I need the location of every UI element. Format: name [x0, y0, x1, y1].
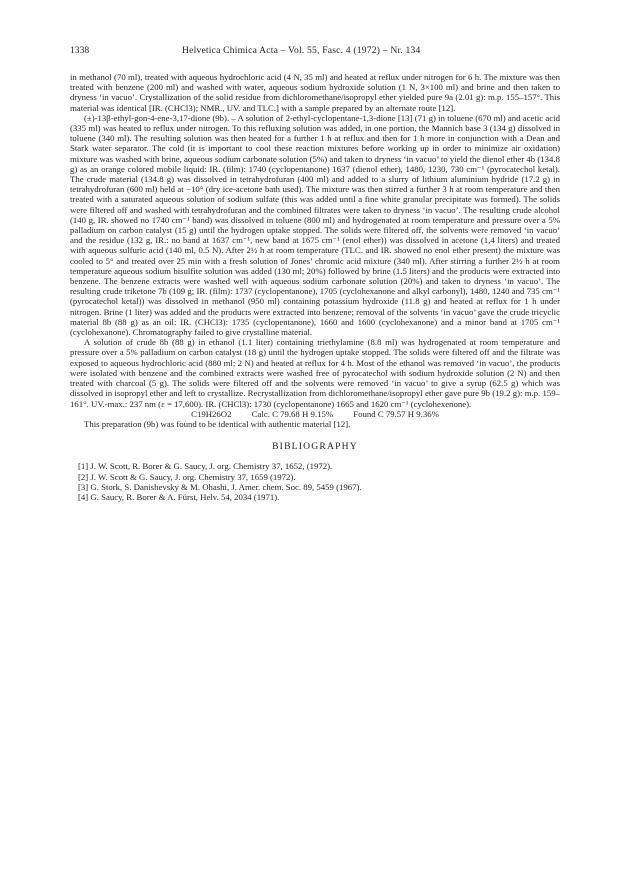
page-number: 1338: [70, 45, 90, 56]
bibliography-heading: BIBLIOGRAPHY: [272, 441, 358, 453]
reference-item: [2] J. W. Scott & G. Saucy, J. org. Chemistry 37, 1659 (1972).: [78, 471, 296, 482]
calc-values: Calc. C 79.68 H 9.15%: [251, 408, 334, 419]
molecular-formula: C19H26O2: [191, 408, 232, 419]
reference-list: [70, 461, 560, 502]
reference-item: [4] G. Saucy, R. Borer & A. Fürst, Helv. 54, 2034 (1971).: [78, 491, 280, 502]
found-values: Found C 79.57 H 9.36%: [353, 408, 439, 419]
journal-running-title: Helvetica Chimica Acta – Vol. 55, Fasc. 4 (1972) – Nr. 134: [182, 45, 421, 56]
paragraph-continued: in methanol (70 ml), treated with aqueous hydrochloric acid (4 N, 35 ml) and heated at reflux under nitrogen for 6 h. The mixture was then treated with benzene (200 ml) and washed with water, aqueous sodium hydroxide solution (1 N, 3×100 ml) and brine and then taken to dryness ‘in vacuo’. Crystallization of the solid residue from dichloromethane/isopropyl ether yielded pure 9a (2.01 g): m.p. 155–157°. This material was identical [IR. (CHCl3); NMR., UV. and TLC.] with a sample prepared by an alternate route [12].: [70, 72, 560, 113]
reference-item: [3] G. Stork, S. Danishevsky & M. Ohashi, J. Amer. chem. Soc. 89, 5459 (1967).: [78, 481, 362, 492]
running-header: [70, 45, 560, 59]
paragraph-8b-hydrogenation: A solution of crude 8b (88 g) in ethanol (1.1 liter) containing triethylamine (8.8 ml) was hydrogenated at room temperature and pressure over a 5% palladium on carbon catalyst (18 g) until the hydrogen uptake stopped. The solids were filtered off and the filtrate was exposed to aqueous hydrochloric acid (880 ml; 2 N) and heated at reflux for 4 h. Most of the ethanol was removed ‘in vacuo’, the products were isolated with benzene and the combined extracts were washed free of pyrocatechol with sodium hydroxide solution (2 N) and then treated with charcoal (5 g). The solids were filtered off and the solvents were removed ‘in vacuo’ to give a syrup (62.5 g) which was dissolved in isopropyl ether and left to crystallize. Recrystallization from dichloromethane/isopropyl ether gave pure 9b (19.2 g): m.p. 159–161°. UV.-max.: 237 nm (ε = 17,600). IR. (CHCl3): 1730 (cyclopentanone) 1665 and 1620 cm⁻¹ (cyclohexenone).: [70, 337, 560, 409]
closing-remark: This preparation (9b) was found to be identical with authentic material [12].: [84, 418, 351, 429]
elemental-analysis: [70, 409, 560, 419]
paragraph-9b-synthesis: (±)-13β-ethyl-gon-4-ene-3,17-dione (9b). – A solution of 2-ethyl-cyclopentane-1,3-dione [13] (71 g) in toluene (670 ml) and acetic acid (335 ml) was heated to reflux under nitrogen. To this refluxing solution was added, in one portion, the Mannich base 3 (134 g) dissolved in toluene (340 ml). The resulting solution was then heated for a further 1 h at reflux and then for 1 h more in conjunction with a Dean and Stark water separator. The cold (it is important to cool these reaction mixtures before working up in order to minimize air oxidation) mixture was washed with brine, aqueous sodium carbonate solution (5%) and taken to dryness ‘in vacuo’ to yield the dienol ether 4b (134.8 g) as an orange colored mobile liquid: IR. (film): 1740 (cyclopentanone) 1637 (dienol ether), 1480, 1230, 730 cm⁻¹ (pyrocatechol ketal). The crude material (134.8 g) was dissolved in tetrahydrofuran (400 ml) and added to a slurry of lithium aluminium hydride (17.2 g) in tetrahydrofuran (600 ml) held at −10° (dry ice-acetone bath used). The mixture was then stirred a further 3 h at room temperature and then treated with a saturated aqueous solution of sodium sulfate (this was added until a fine white granular precipitate was formed). The solids were filtered off and washed with tetrahydrofuran and the combined filtrates were taken to dryness ‘in vacuo’. The resulting crude alcohol (140 g, IR. showed no 1740 cm⁻¹ band) was dissolved in toluene (800 ml) and hydrogenated at room temperature and pressure over a 5% palladium on carbon catalyst (15 g) until the hydrogen uptake stopped. The solids were filtered off, the solvents were removed ‘in vacuo’ and the residue (132 g, IR.: no band at 1637 cm⁻¹, new band at 1675 cm⁻¹ (enol ether)) was dissolved in acetone (1,4 liters) and treated with aqueous sulfuric acid (140 ml, 0.5 N). After 2½ h at room temperature (TLC. and IR. showed no enol ether present) the mixture was cooled to 5° and treated over 25 min with a fresh solution of Jones’ chromic acid mixture (340 ml). After stirring a further 2½ h at room temperature aqueous sodium bisulfite solution was added (130 ml; 20%) followed by brine (1.5 liters) and the products were extracted into benzene. The benzene extracts were washed well with aqueous sodium carbonate solution (20%) and taken to dryness ‘in vacuo’. The resulting crude triketone 7b (109 g; IR. (film): 1737 (cyclopentanone), 1705 (cyclohexanone and alkyl carbonyl), 1480, 1240 and 735 cm⁻¹ (pyrocatechol ketal)) was dissolved in methanol (950 ml) containing potassium hydroxide (11.8 g) and heated at reflux for 1 h under nitrogen. Brine (1 liter) was added and the products were extracted into benzene; removal of the solvents ‘in vacuo’ gave the crude tricyclic material 8b (88 g) as an oil: IR. (CHCl3): 1735 (cyclopentanone), 1660 and 1600 (cyclohexanone) and a minor band at 1705 cm⁻¹ (cyclohexanone). Chromatography failed to give crystalline material.: [70, 112, 560, 338]
reference-item: [1] J. W. Scott, R. Borer & G. Saucy, J. org. Chemistry 37, 1652, (1972).: [78, 461, 333, 472]
article-body: [70, 72, 560, 502]
